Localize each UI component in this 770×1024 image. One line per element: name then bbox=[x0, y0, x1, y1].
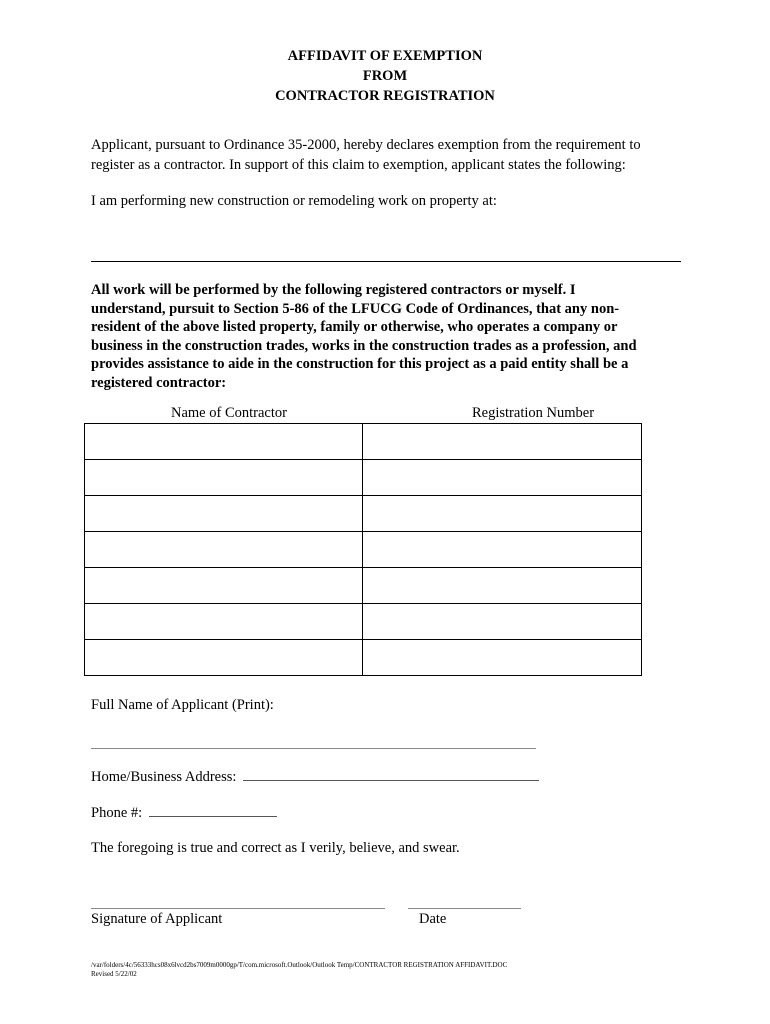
contractor-name-cell[interactable] bbox=[85, 460, 363, 496]
registration-number-cell[interactable] bbox=[363, 604, 642, 640]
contractor-name-cell[interactable] bbox=[85, 424, 363, 460]
address-line[interactable] bbox=[243, 768, 539, 781]
intro-paragraph bbox=[91, 135, 691, 175]
date-line[interactable] bbox=[408, 908, 521, 909]
notice-line-2: understand, pursuit to Section 5-86 of the LFUCG Code of Ordinances, that any non- bbox=[91, 300, 620, 317]
registration-number-cell[interactable] bbox=[363, 568, 642, 604]
contractor-table bbox=[84, 423, 642, 676]
registration-number-cell[interactable] bbox=[363, 532, 642, 568]
contractor-name-cell[interactable] bbox=[85, 604, 363, 640]
contractor-name-cell[interactable] bbox=[85, 568, 363, 604]
table-row bbox=[85, 460, 642, 496]
address-field bbox=[91, 768, 539, 786]
title-line-1: AFFIDAVIT OF EXEMPTION bbox=[287, 48, 483, 64]
notice-line-1: All work will be performed by the following registered contractors or myself. I bbox=[91, 282, 576, 298]
notice-line-5: provides assistance to aide in the construction for this project as a paid entity shall be a bbox=[91, 356, 629, 372]
full-name-label: Full Name of Applicant (Print): bbox=[91, 697, 274, 713]
phone-label: Phone #: bbox=[91, 805, 143, 821]
address-label: Home/Business Address: bbox=[91, 769, 237, 785]
registration-number-cell[interactable] bbox=[363, 496, 642, 532]
notice-line-3: resident of the above listed property, family or otherwise, who operates a company or bbox=[91, 319, 618, 335]
table-row bbox=[85, 604, 642, 640]
registration-number-cell[interactable] bbox=[363, 424, 642, 460]
signature-label: Signature of Applicant bbox=[91, 911, 223, 927]
full-name-line[interactable] bbox=[91, 748, 536, 749]
contractor-name-cell[interactable] bbox=[85, 532, 363, 568]
registration-number-cell[interactable] bbox=[363, 640, 642, 676]
table-row bbox=[85, 424, 642, 460]
phone-field bbox=[91, 804, 277, 822]
notice-paragraph bbox=[91, 281, 691, 392]
table-row bbox=[85, 496, 642, 532]
contractor-name-cell[interactable] bbox=[85, 496, 363, 532]
notice-line-4: business in the construction trades, works in the construction trades as a profession, and bbox=[91, 337, 637, 354]
property-address-line[interactable] bbox=[91, 261, 681, 262]
document-title bbox=[0, 46, 770, 106]
footer-file-path: /var/folders/4c/56333hcs08x6lvcd2bs7009m0000gp/T/com.microsoft.Outlook/Outlook Temp/CONTRACTOR REGISTRATION AFFIDAVIT.DOC bbox=[91, 961, 508, 969]
footer-revised-date: Revised 5/22/02 bbox=[91, 970, 137, 978]
signature-line[interactable] bbox=[91, 908, 385, 909]
date-label: Date bbox=[419, 911, 447, 927]
contractor-name-cell[interactable] bbox=[85, 640, 363, 676]
registration-number-cell[interactable] bbox=[363, 460, 642, 496]
title-line-2: FROM bbox=[362, 68, 408, 84]
intro-line-2: register as a contractor. In support of this claim to exemption, applicant states the following: bbox=[91, 157, 626, 173]
property-statement: I am performing new construction or remodeling work on property at: bbox=[91, 193, 497, 209]
oath-statement: The foregoing is true and correct as I verily, believe, and swear. bbox=[91, 840, 460, 856]
notice-line-6: registered contractor: bbox=[91, 374, 227, 391]
phone-line[interactable] bbox=[149, 804, 277, 817]
title-line-3: CONTRACTOR REGISTRATION bbox=[275, 88, 495, 104]
contractor-name-header: Name of Contractor bbox=[171, 405, 287, 421]
table-row bbox=[85, 568, 642, 604]
table-row bbox=[85, 640, 642, 676]
document-footer bbox=[91, 961, 507, 979]
table-row bbox=[85, 532, 642, 568]
registration-number-header: Registration Number bbox=[472, 405, 595, 421]
intro-line-1: Applicant, pursuant to Ordinance 35-2000, hereby declares exemption from the requirement to bbox=[91, 137, 641, 153]
